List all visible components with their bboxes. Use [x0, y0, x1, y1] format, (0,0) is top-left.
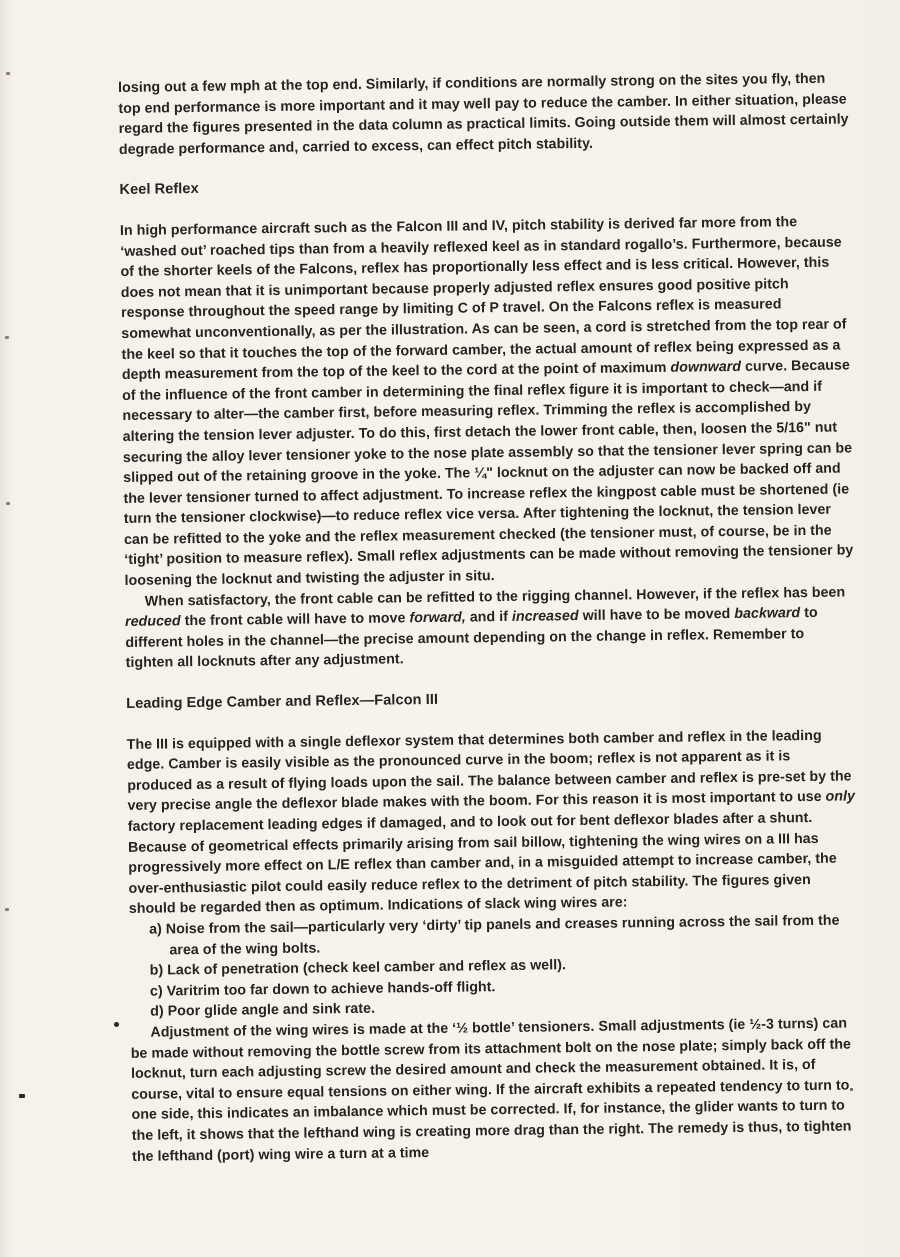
emphasis: increased — [511, 608, 579, 626]
emphasis: backward — [734, 605, 801, 623]
heading-keel-reflex: Keel Reflex — [119, 181, 199, 199]
margin-speck — [6, 502, 10, 505]
emphasis: reduced — [125, 613, 181, 631]
list-item: b) Lack of penetration (check keel camber and reflex as well). — [149, 957, 567, 979]
leading-edge-paragraph-1: The III is equipped with a single deflexor system that determines both camber and reflex in the leading edge. Camber is easily visible as the pronounced curve in the boom; reflex is not apparent as it is produced as a result of flying loads upon the sail. The balance between camber and reflex is pre-set by the very precise angle the deflexor blade makes with the boom. For this reason it is most important to use only factory replacement leading edges if damaged, and to look out for bent deflexor blades after a shunt. Because of geometrical effects primarily arising from sail billow, tightening the wing wires on a III has progressively more effect on L/E reflex than camber and, in a misguided attempt to increase camber, the over-enthusiastic pilot could easily reduce reflex to the detriment of pitch stability. The figures given should be regarded then as optimum. Indications of slack wing wires are: — [126, 727, 856, 918]
margin-speck — [6, 72, 10, 75]
keel-reflex-paragraph-1: In high performance aircraft such as the Falcon III and IV, pitch stability is derived far more from the ‘washed out’ roached tips than from a heavily reflexed keel as in standard rogallo’s. Furthermore, because of the shorter keels of the Falcons, reflex has proportionally less effect and is less critical. However, this does not mean that it is unimportant because properly adjusted reflex ensures good positive pitch response throughout the speed range by limiting C of P travel. On the Falcons reflex is measured somewhat unconventionally, as per the illustration. As can be seen, a cord is stretched from the top rear of the keel so that it touches the top of the forward camber, the actual amount of reflex being expressed as a depth measurement from the top of the keel to the cord at the point of maximum downward curve. Because of the influence of the front camber in determining the final reflex figure it is important to check—and if necessary to alter—the camber first, before measuring reflex. Trimming the reflex is accomplished by altering the tension lever adjuster. To do this, first detach the lower front cable, then, loosen the 5/16" nut securing the alloy lever tensioner yoke to the nose plate assembly so that the tensioner lever spring can be slipped out of the retaining groove in the yoke. The ¼" locknut on the adjuster can now be backed off and the lever tensioner turned to affect adjustment. To increase reflex the kingpost cable must be shortened (ie turn the tensioner clockwise)—to reduce reflex vice versa. After tightening the locknut, the tension lever can be refitted to the yoke and the reflex measurement checked (the tensioner must, of course, be in the ‘tight’ position to measure reflex). Small reflex adjustments can be made without removing the tensioner by loosening the locknut and twisting the adjuster in situ. — [119, 214, 854, 590]
leading-edge-paragraph-2: Adjustment of the wing wires is made at the ‘½ bottle’ tensioners. Small adjustments (ie ½-3 turns) can be made without removing the bottle screw from its attachment bolt on the nose plate; simply back off the locknut, turn each adjusting screw the desired amount and check the measurement obtained. It is, of course, vital to ensure equal tensions on either wing. If the aircraft exhibits a repeated tendency to turn to one side, this indicates an imbalance which must be corrected. If, for instance, the glider wants to turn to the left, it shows that the lefthand wing is creating more drag than the right. The remedy is thus, to tighten the lefthand (port) wing wire a turn at a time — [130, 1015, 852, 1165]
emphasis: forward, — [409, 609, 466, 627]
margin-speck — [5, 336, 9, 339]
keel-reflex-paragraph-2: When satisfactory, the front cable can be refitted to the rigging channel. However, if the reflex has been reduced the front cable will have to move forward, and if increased will have to be moved backward to different holes in the channel—the precise amount depending on the change in reflex. Remember to tighten all locknuts after any adjustment. — [125, 584, 846, 672]
margin-speck — [5, 908, 9, 911]
margin-speck — [114, 1022, 119, 1027]
emphasis: only — [825, 788, 856, 806]
emphasis: downward — [670, 358, 742, 376]
list-item: c) Varitrim too far down to achieve hands-off flight. — [149, 978, 496, 1000]
intro-paragraph: losing out a few mph at the top end. Similarly, if conditions are normally strong on the sites you fly, then top end performance is more important and it may well pay to reduce the camber. In either situation, please regard the figures presented in the data column as practical limits. Going outside them will almost certainly degrade performance and, carried to excess, can effect pitch stability. — [118, 70, 849, 158]
margin-speck — [19, 1094, 25, 1098]
list-item: a) Noise from the sail—particularly very ‘dirty’ tip panels and creases running across the sail from the area of the wing bolts. — [149, 912, 840, 958]
document-body — [118, 68, 862, 1167]
list-item: d) Poor glide angle and sink rate. — [150, 1001, 376, 1021]
heading-leading-edge: Leading Edge Camber and Reflex—Falcon III — [126, 691, 439, 712]
